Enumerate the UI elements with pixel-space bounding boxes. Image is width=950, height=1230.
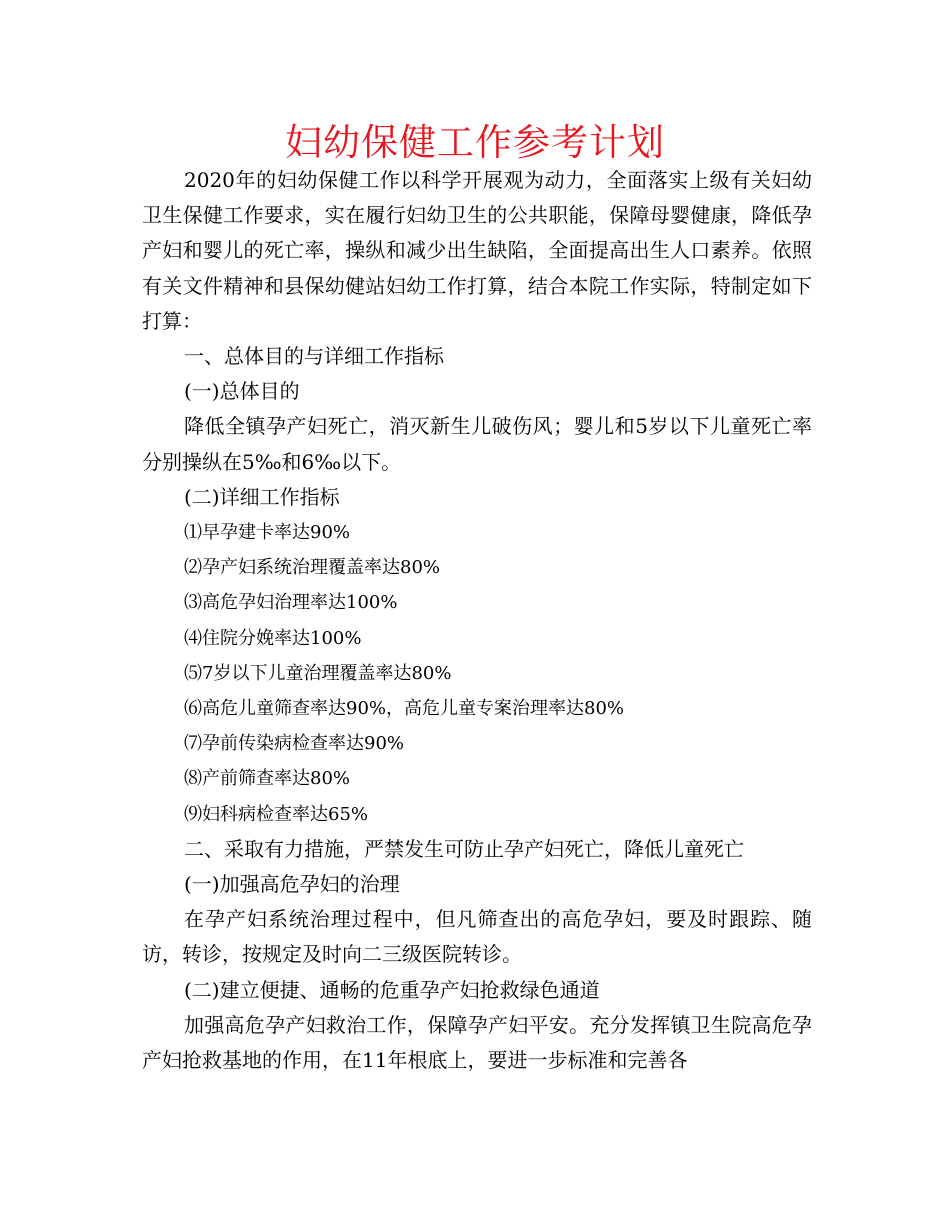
indicator-item: ⑴早孕建卡率达90% (184, 522, 351, 544)
indicator-item: ⑻产前筛查率达80% (184, 768, 351, 790)
indicator-item: ⑵孕产妇系统治理覆盖率达80% (184, 557, 441, 579)
document-title: 妇幼保健工作参考计划 (285, 121, 665, 164)
subsection-heading-1-1: (一)总体目的 (184, 379, 300, 404)
subsection-heading-1-2: (二)详细工作指标 (184, 484, 340, 509)
indicator-item: ⑹高危儿童筛查率达90%，高危儿童专案治理率达80% (184, 698, 625, 720)
section-heading-1: 一、总体目的与详细工作指标 (184, 344, 444, 369)
indicator-item: ⑺孕前传染病检查率达90% (184, 733, 405, 755)
intro-paragraph: 2020年的妇幼保健工作以科学开展观为动力，全面落实上级有关妇幼卫生保健工作要求，实在履行妇幼卫生的公共职能，保障母婴健康，降低孕产妇和婴儿的死亡率，操纵和减少出生缺陷，全面提高出生人口素养。依照有关文件精神和县保幼健站妇幼工作打算，结合本院工作实际，特制定如下打算： (142, 168, 812, 333)
indicator-item: ⑸7岁以下儿童治理覆盖率达80% (184, 662, 452, 684)
indicator-item: ⑷住院分娩率达100% (184, 627, 362, 649)
indicator-item: ⑼妇科病检查率达65% (184, 803, 369, 825)
section-heading-2: 二、采取有力措施，严禁发生可防止孕产妇死亡，降低儿童死亡 (184, 836, 744, 861)
high-risk-paragraph: 在孕产妇系统治理过程中，但凡筛查出的高危孕妇，要及时跟踪、随访，转诊，按规定及时向二三级医院转诊。 (142, 907, 812, 967)
overall-goal-paragraph: 降低全镇孕产妇死亡，消灭新生儿破伤风；婴儿和5岁以下儿童死亡率分别操纵在5‰和6‰以下。 (142, 414, 812, 474)
rescue-paragraph: 加强高危孕产妇救治工作，保障孕产妇平安。充分发挥镇卫生院高危孕产妇抢救基地的作用，在11年根底上，要进一步标准和完善各 (142, 1012, 812, 1073)
document-body (142, 163, 812, 1078)
subsection-heading-2-1: (一)加强高危孕妇的治理 (184, 872, 400, 897)
indicator-item: ⑶高危孕妇治理率达100% (184, 592, 398, 614)
subsection-heading-2-2: (二)建立便捷、通畅的危重孕产妇抢救绿色通道 (184, 977, 600, 1002)
